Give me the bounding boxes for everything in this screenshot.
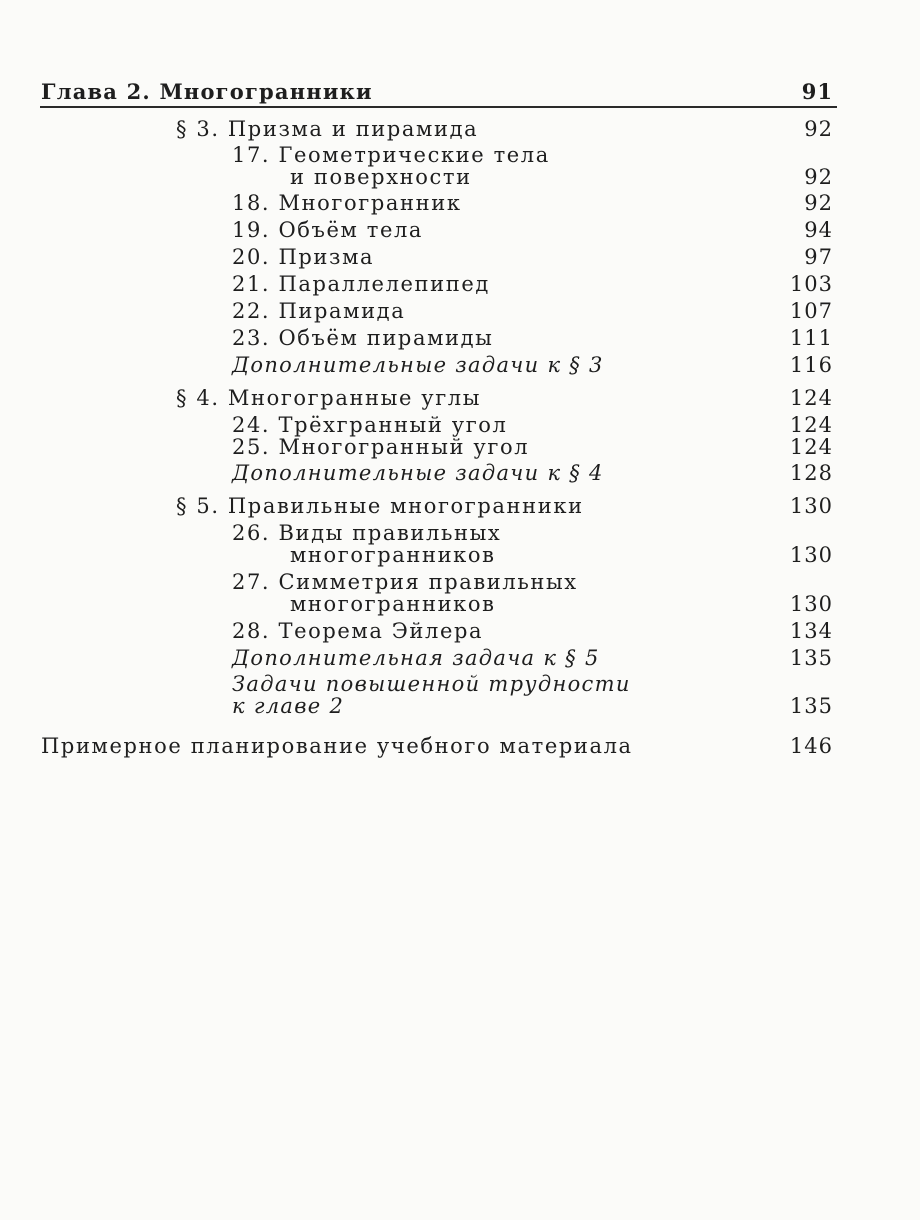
- toc-entry-title: 17. Геометрические тела: [232, 143, 550, 167]
- toc-entry-page: 116: [789, 353, 833, 377]
- toc-entry-page: 107: [789, 299, 833, 323]
- toc-entry-page: 124: [789, 413, 833, 437]
- chapter-page-number: 91: [801, 79, 833, 104]
- toc-entry-page: 135: [789, 694, 833, 718]
- toc-entry-page: 92: [804, 191, 833, 215]
- toc-entry-page: 92: [804, 117, 833, 141]
- toc-entry-page: 124: [789, 435, 833, 459]
- toc-entry-page: 94: [804, 218, 833, 242]
- toc-entry-page: 97: [804, 245, 833, 269]
- toc-entry-title: Дополнительная задача к § 5: [232, 646, 600, 670]
- toc-entry-page: 111: [789, 326, 833, 350]
- toc-entry-page: 92: [804, 165, 833, 189]
- toc-entry-page: 130: [789, 543, 833, 567]
- toc-entry-title: § 5. Правильные многогранники: [176, 494, 584, 518]
- chapter-underline: [40, 106, 837, 108]
- toc-entry-title: 20. Призма: [232, 245, 375, 269]
- toc-entry-title: Дополнительные задачи к § 3: [232, 353, 604, 377]
- toc-entry-page: 103: [789, 272, 833, 296]
- toc-entry-title: 19. Объём тела: [232, 218, 424, 242]
- toc-entry-title: 24. Трёхгранный угол: [232, 413, 508, 437]
- toc-entry-title: и поверхности: [290, 165, 472, 189]
- toc-entry-page: 128: [789, 461, 833, 485]
- toc-entry-title: 26. Виды правильных: [232, 521, 502, 545]
- toc-entry-title: Дополнительные задачи к § 4: [232, 461, 604, 485]
- toc-entry-title: § 3. Призма и пирамида: [176, 117, 479, 141]
- toc-entry-title: 18. Многогранник: [232, 191, 462, 215]
- chapter-title: Глава 2. Многогранники: [41, 79, 373, 104]
- toc-entry-title: 23. Объём пирамиды: [232, 326, 494, 350]
- toc-entry-title: Задачи повышенной трудности: [232, 672, 631, 696]
- toc-entry-title: 21. Параллелепипед: [232, 272, 490, 296]
- toc-entry-page: 130: [789, 592, 833, 616]
- toc-entry-title: 27. Симметрия правильных: [232, 570, 578, 594]
- toc-entry-page: 124: [789, 386, 833, 410]
- toc-entry-title: к главе 2: [232, 694, 345, 718]
- toc-entry-title: многогранников: [290, 592, 496, 616]
- toc-entry-page: 135: [789, 646, 833, 670]
- toc-entry-page: 134: [789, 619, 833, 643]
- toc-entry-title: Примерное планирование учебного материала: [41, 734, 633, 758]
- toc-entry-title: § 4. Многогранные углы: [176, 386, 482, 410]
- toc-entry-title: 25. Многогранный угол: [232, 435, 530, 459]
- toc-entry-page: 146: [789, 734, 833, 758]
- toc-entry-title: 22. Пирамида: [232, 299, 406, 323]
- toc-entry-page: 130: [789, 494, 833, 518]
- toc-entry-title: многогранников: [290, 543, 496, 567]
- toc-entry-title: 28. Теорема Эйлера: [232, 619, 484, 643]
